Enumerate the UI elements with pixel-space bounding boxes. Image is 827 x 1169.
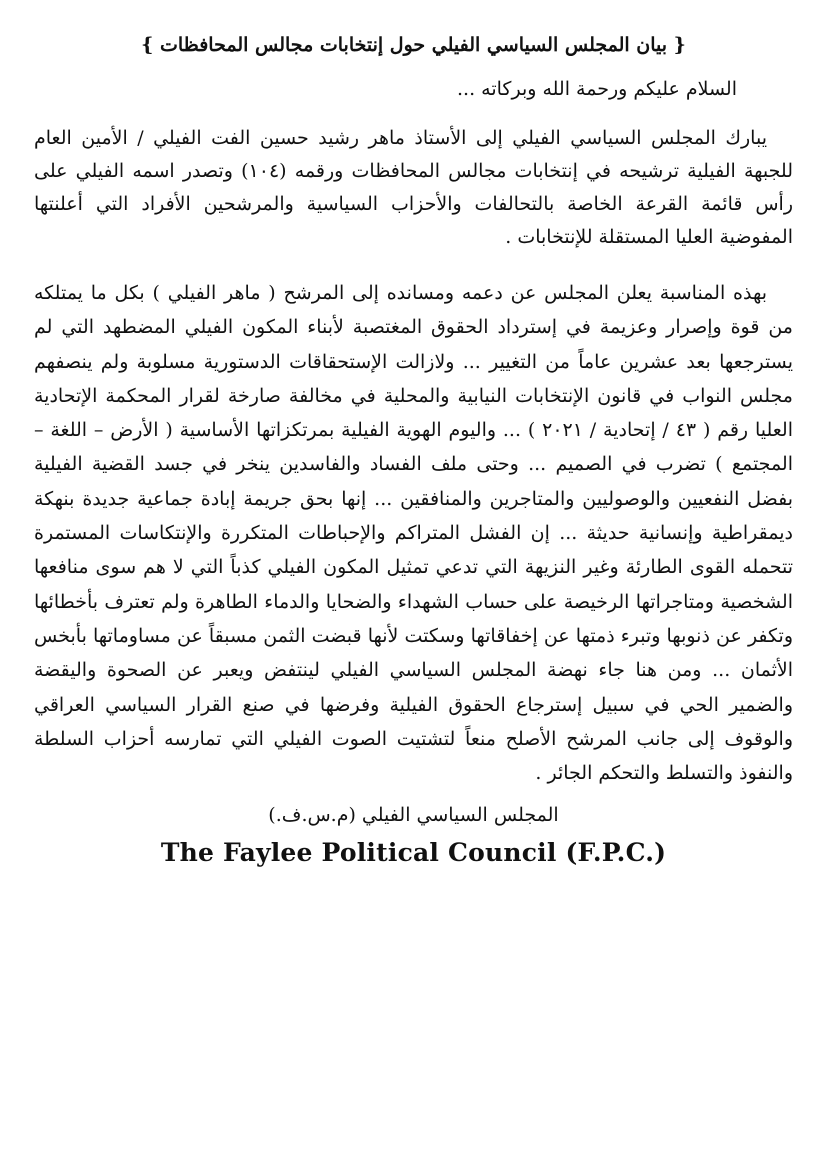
signature-english: The Faylee Political Council (F.P.C.) — [160, 838, 667, 868]
paragraph-support-statement: بهذه المناسبة يعلن المجلس عن دعمه ومسانده إلى المرشح ( ماهر الفيلي ) بكل ما يمتلكه من قوة وإصرار وعزيمة في إسترداد الحقوق المغتصبة لأبناء المكون الفيلي المضطهد التي لم يسترجعها بعد عشرين عاماً من التغيير ... ولازالت الإستحقاقات الدستورية مسلوبة ولم ينصفهم مجلس النواب في قانون الإنتخابات النيابية والمحلية في مخالفة صارخة لقرار المحكمة الإتحادية العليا رقم ( ٤٣ / إتحادية / ٢٠٢١ ) ... واليوم الهوية الفيلية بمرتكزاتها الأساسية ( الأرض – اللغة – المجتمع ) تضرب في الصميم ... وحتى ملف الفساد والفاسدين ينخر في جسد القضية الفيلية بفضل النفعيين والوصوليين والمتاجرين والمنافقين ... إنها بحق جريمة إبادة جماعية جديدة بنهكة ديمقراطية وإنسانية حديثة ... إن الفشل المتراكم والإحباطات المتكررة والإنتكاسات المستمرة تتحمله القوى الطارئة وغير النزيهة التي تدعي تمثيل المكون الفيلي كذباً التي لا هم سوى منافعها الشخصية ومتاجراتها الرخيصة على حساب الشهداء والضحايا والدماء الطاهرة ولم تعترف بأخطائها وتكفر عن ذنوبها وتبرء ذمتها عن إخفاقاتها وسكتت لأنها قبضت الثمن مسبقاً عن مساوماتها بأبخس الأثمان ... ومن هنا جاء نهضة المجلس السياسي الفيلي لينتفض ويعبر عن الصحوة واليقضة والضمير الحي في سبيل إسترجاع الحقوق الفيلية وفرضها في صنع القرار السياسي العراقي والوقوف إلى جانب المرشح الأصلح منعاً لتشتيت الصوت الفيلي التي تمارسه أحزاب السلطة والنفوذ والتسلط والتحكم الجائر . — [34, 282, 794, 785]
paragraph-congratulation: يبارك المجلس السياسي الفيلي إلى الأستاذ ماهر رشيد حسين الفت الفيلي / الأمين العام للجبهة الفيلية ترشيحه في إنتخابات مجالس المحافظات ورقمه (١٠٤) وتصدر اسمه الفيلي على رأس قائمة القرعة الخاصة بالتحالفات والأحزاب السياسية والمرشحين الأفراد التي أعلنتها المفوضية العليا المستقلة للإنتخابات . — [34, 127, 793, 248]
signature-arabic: المجلس السياسي الفيلي (م.س.ف.) — [268, 804, 559, 827]
document-title: { بيان المجلس السياسي الفيلي حول إنتخابات مجالس المحافظات } — [141, 34, 686, 56]
greeting: السلام عليكم ورحمة الله وبركاته ... — [457, 78, 737, 100]
